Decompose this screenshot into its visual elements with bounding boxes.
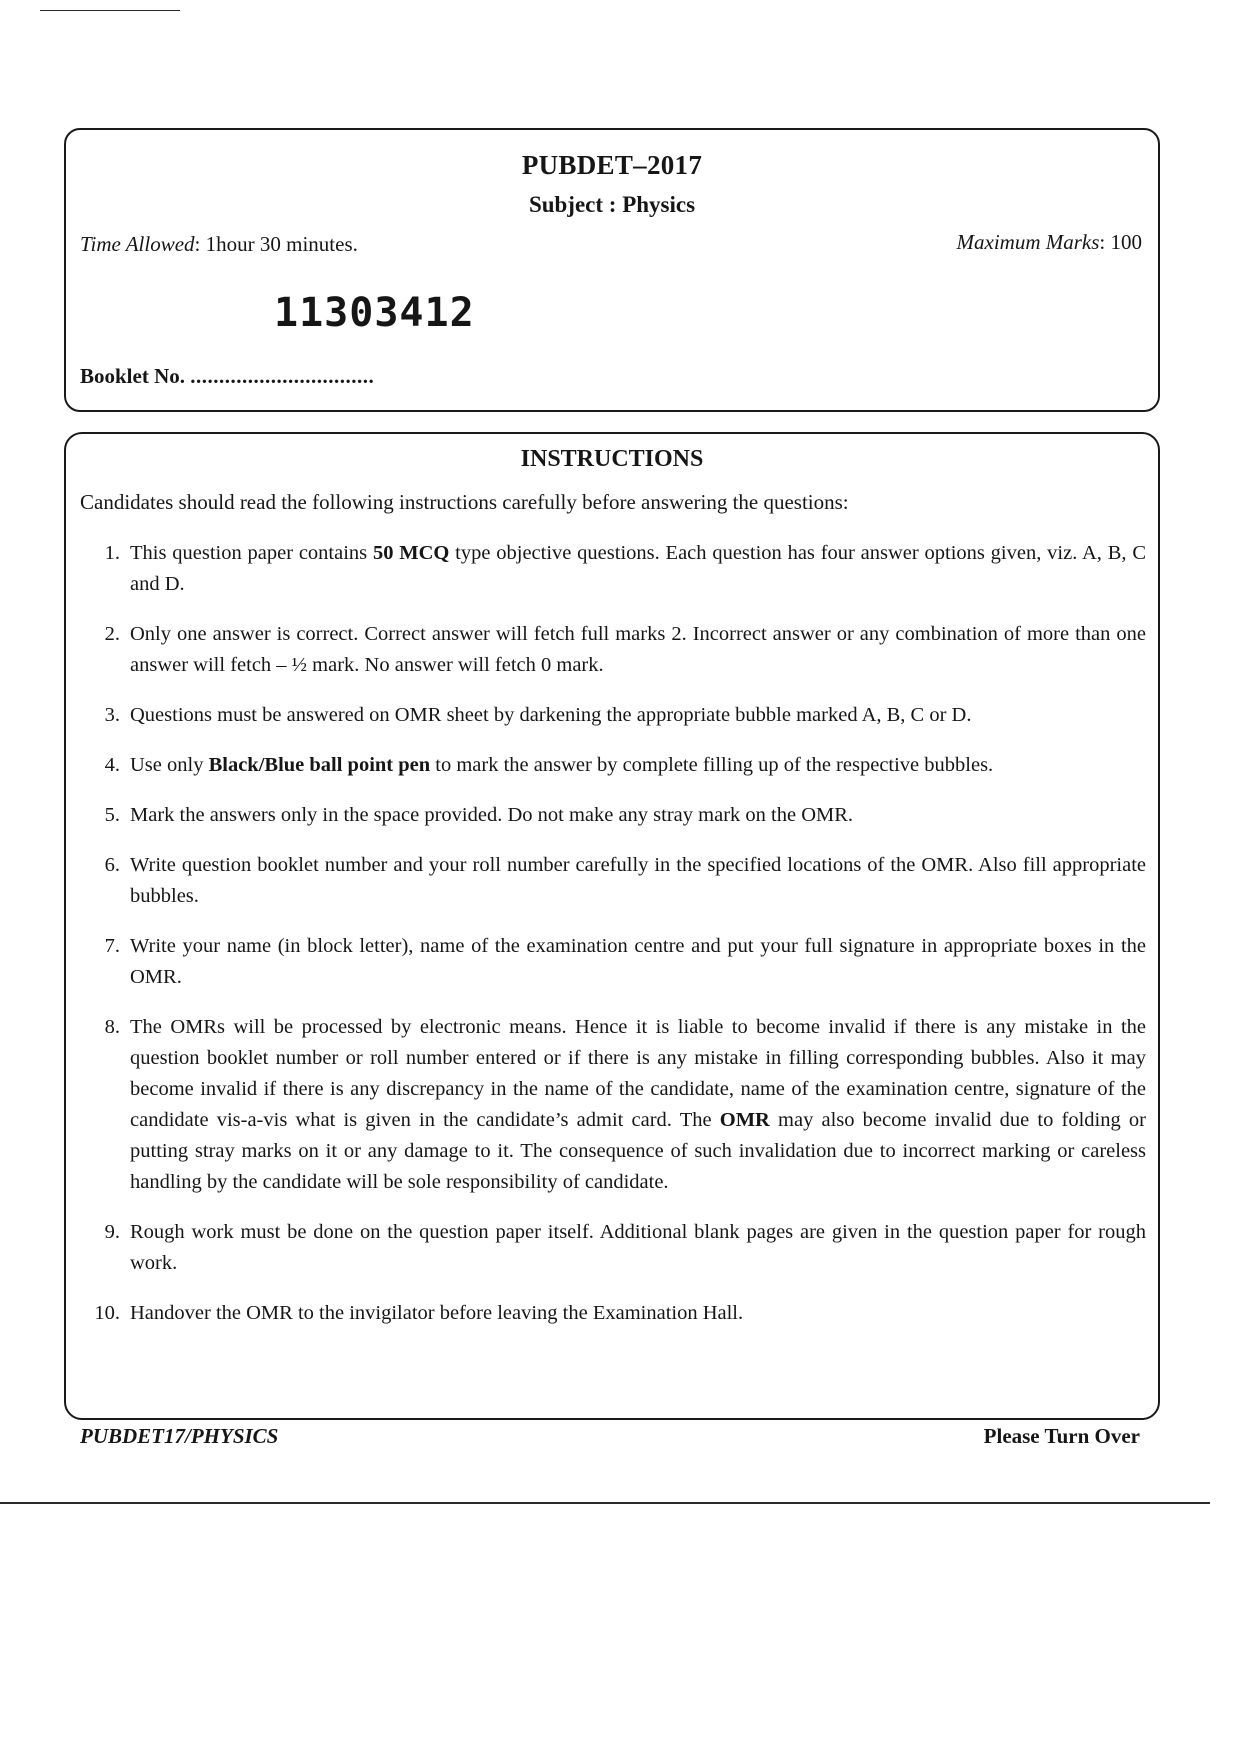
time-allowed (80, 232, 358, 257)
instruction-text-bold: OMR (719, 1109, 770, 1131)
instruction-number: 2. (104, 623, 120, 645)
instruction-text-part: This question paper contains (130, 542, 373, 564)
instruction-number: 3. (104, 704, 120, 726)
instruction-text: Rough work must be done on the question paper itself. Additional blank pages are given in the question paper for rough work. (130, 1221, 1146, 1274)
instruction-text-part: The OMRs will be processed by electronic means. Hence it is liable to become invalid if there is any mistake in the question booklet number or roll number entered or if there is any mistake in filling corresponding bubbles. Also it may become invalid if there is any discrepancy in the name of the candidate, name of the examination centre, signature of the candidate vis-a-vis what is given in the candidate’s admit card. The (130, 1016, 1146, 1131)
instruction-text-part: may also become invalid due to folding or putting stray marks on it or any damage to it. The consequence of such invalidation due to incorrect marking or careless handling by the candidate will be sole responsibility of candidate. (130, 1109, 1146, 1193)
instruction-item (80, 800, 1146, 831)
instructions-heading: INSTRUCTIONS (520, 446, 704, 472)
maximum-marks (957, 230, 1142, 255)
instruction-number: 6. (104, 854, 120, 876)
footer-turn-over: Please Turn Over (983, 1424, 1140, 1448)
instruction-text-part: to mark the answer by complete filling up of the respective bubbles. (430, 754, 994, 776)
instruction-text-bold: Black/Blue ball point pen (208, 754, 431, 776)
instruction-text (130, 750, 1146, 781)
instruction-item (80, 1298, 1146, 1329)
subject-line: Subject : Physics (528, 192, 696, 217)
scan-artifact-bottom (0, 1502, 1210, 1504)
instruction-item (80, 619, 1146, 681)
instruction-item (80, 931, 1146, 993)
footer-paper-code: PUBDET17/PHYSICS (80, 1424, 279, 1448)
instruction-text: Only one answer is correct. Correct answer will fetch full marks 2. Incorrect answer or any combination of more than one answer will fetch – ½ mark. No answer will fetch 0 mark. (130, 623, 1146, 676)
exam-title: PUBDET–2017 (521, 150, 703, 180)
time-allowed-label: Time Allowed (80, 232, 195, 256)
instruction-number: 7. (104, 935, 120, 957)
instruction-number: 4. (104, 754, 120, 776)
instruction-item (80, 538, 1146, 600)
instructions-box (64, 432, 1160, 1420)
max-marks-value: : 100 (1099, 230, 1142, 254)
instruction-text: Questions must be answered on OMR sheet by darkening the appropriate bubble marked A, B, C or D. (130, 704, 972, 726)
instruction-number: 8. (104, 1016, 120, 1038)
booklet-no-dots: ................................ (190, 364, 375, 388)
instructions-list (80, 538, 1146, 1348)
instruction-text: Write question booklet number and your roll number carefully in the specified locations of the OMR. Also fill appropriate bubbles. (130, 854, 1146, 907)
instruction-text-part: Use only (130, 754, 209, 776)
instruction-text: Mark the answers only in the space provided. Do not make any stray mark on the OMR. (130, 804, 854, 826)
booklet-no-label: Booklet No. (80, 364, 185, 388)
instruction-number: 1. (104, 542, 120, 564)
instruction-text: Handover the OMR to the invigilator before leaving the Examination Hall. (130, 1302, 744, 1324)
instruction-item (80, 750, 1146, 781)
instruction-number: 5. (104, 804, 120, 826)
instruction-item (80, 1217, 1146, 1279)
instruction-text (130, 1012, 1146, 1198)
instruction-item (80, 700, 1146, 731)
instruction-number: 10. (94, 1302, 120, 1324)
instruction-text: Write your name (in block letter), name of the examination centre and put your full signature in appropriate boxes in the OMR. (130, 935, 1146, 988)
instruction-text (130, 538, 1146, 600)
instruction-item (80, 1012, 1146, 1198)
instructions-intro: Candidates should read the following instructions carefully before answering the questions: (80, 490, 849, 514)
time-allowed-value: : 1hour 30 minutes. (194, 232, 358, 256)
instruction-text-bold: 50 MCQ (372, 542, 450, 564)
instruction-text-part: type objective questions. Each question has four answer options given, viz. A, B, C and D. (130, 542, 1146, 595)
max-marks-label: Maximum Marks (956, 230, 1100, 254)
booklet-no-field (80, 364, 374, 389)
header-box (64, 128, 1160, 412)
instruction-number: 9. (104, 1221, 120, 1243)
scan-artifact-top (40, 10, 180, 11)
instruction-item (80, 850, 1146, 912)
booklet-number-stamp: 11303412 (274, 290, 475, 336)
